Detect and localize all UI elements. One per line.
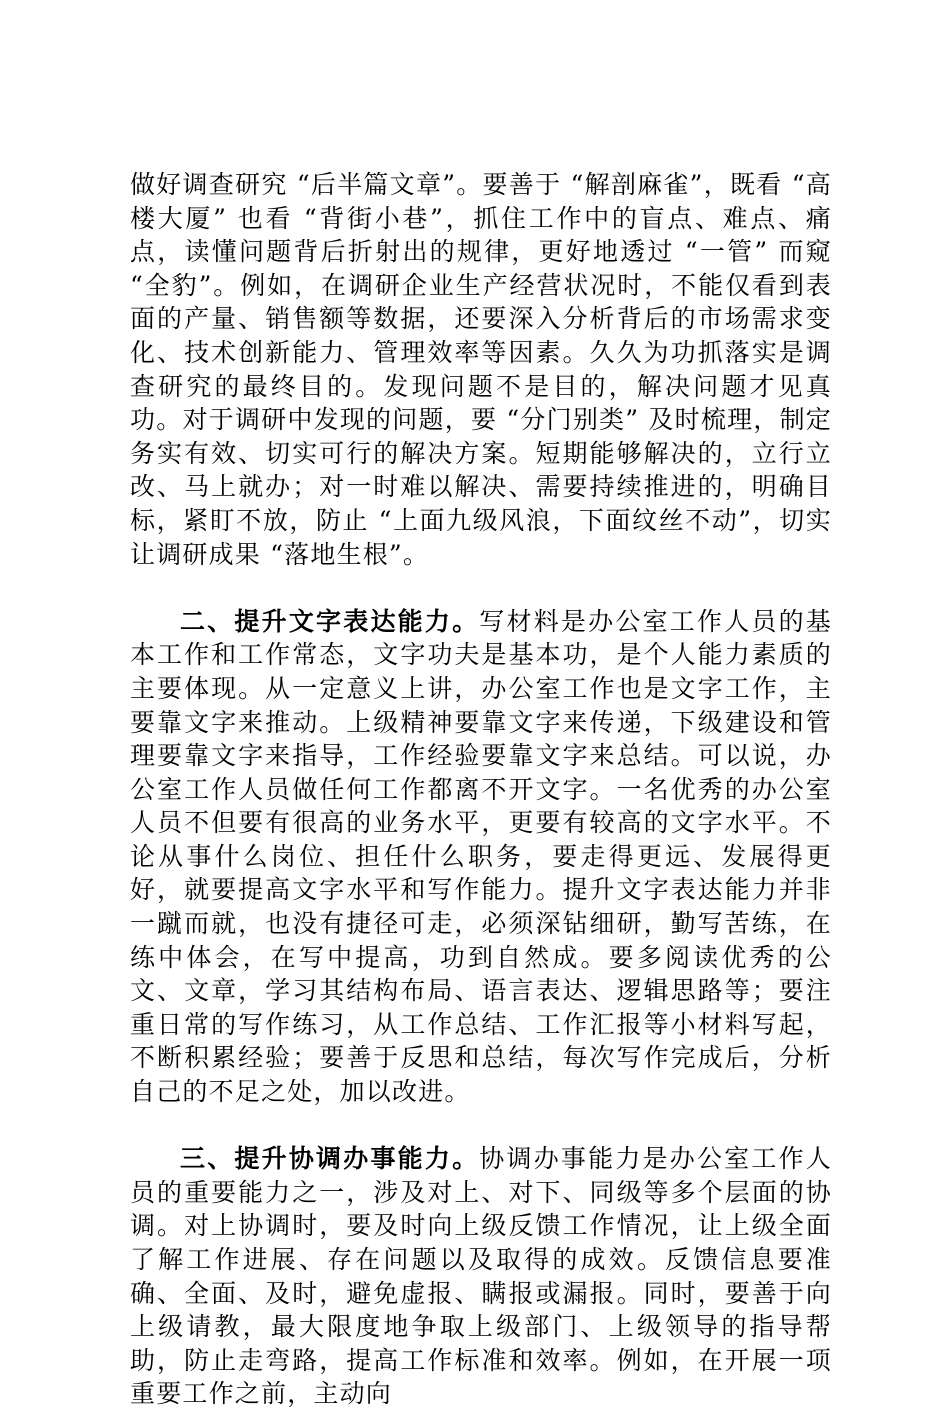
paragraph-3-text: 协调办事能力是办公室工作人员的重要能力之一，涉及对上、对下、同级等多个层面的协调。对上协调时，要及时向上级反馈工作情况，让上级全面了解工作进展、存在问题以及取得的成效。反馈信息要准确、全面、及时，避免虚报、瞒报或漏报。同时，要善于向上级请教，最大限度地争取上级部门、上级领导的指导帮助，防止走弯路，提高工作标准和效率。例如，在开展一项重要工作之前，主动向 [130,1144,832,1409]
paragraph-1-text: 做好调查研究 “后半篇文章”。要善于 “解剖麻雀”，既看 “高楼大厦” 也看 “背街小巷”，抓住工作中的盲点、难点、痛点，读懂问题背后折射出的规律，更好地透过 “一管” 而窥 “全豹”。例如，在调研企业生产经营状况时，不能仅看到表面的产量、销售额等数据，还要深入分析背后的市场需求变化、技术创新能力、管理效率等因素。久久为功抓落实是调查研究的最终目的。发现问题不是目的，解决问题才见真功。对于调研中发现的问题，要 “分门别类” 及时梳理，制定务实有效、切实可行的解决方案。短期能够解决的，立行立改、马上就办；对一时难以解决、需要持续推进的，明确目标，紧盯不放，防止 “上面九级风浪，下面纹丝不动”，切实让调研成果 “落地生根”。 [130,170,832,569]
paragraph-2 [130,605,832,1109]
paragraph-2-text: 写材料是办公室工作人员的基本工作和工作常态，文字功夫是基本功，是个人能力素质的主要体现。从一定意义上讲，办公室工作也是文字工作，主要靠文字来推动。上级精神要靠文字来传递，下级建设和管理要靠文字来指导，工作经验要靠文字来总结。可以说，办公室工作人员做任何工作都离不开文字。一名优秀的办公室人员不但要有很高的业务水平，更要有较高的文字水平。不论从事什么岗位、担任什么职务，要走得更远、发展得更好，就要提高文字水平和写作能力。提升文字表达能力并非一蹴而就，也没有捷径可走，必须深钻细研，勤写苦练，在练中体会，在写中提高，功到自然成。要多阅读优秀的公文、文章，学习其结构布局、语言表达、逻辑思路等；要注重日常的写作练习，从工作总结、工作汇报等小材料写起，不断积累经验；要善于反思和总结，每次写作完成后，分析自己的不足之处，加以改进。 [130,606,832,1107]
paragraph-2-heading: 二、提升文字表达能力。 [180,606,480,636]
paragraph-3 [130,1142,832,1411]
document-page [130,168,832,1411]
paragraph-3-heading: 三、提升协调办事能力。 [180,1144,480,1174]
paragraph-1 [130,168,832,571]
